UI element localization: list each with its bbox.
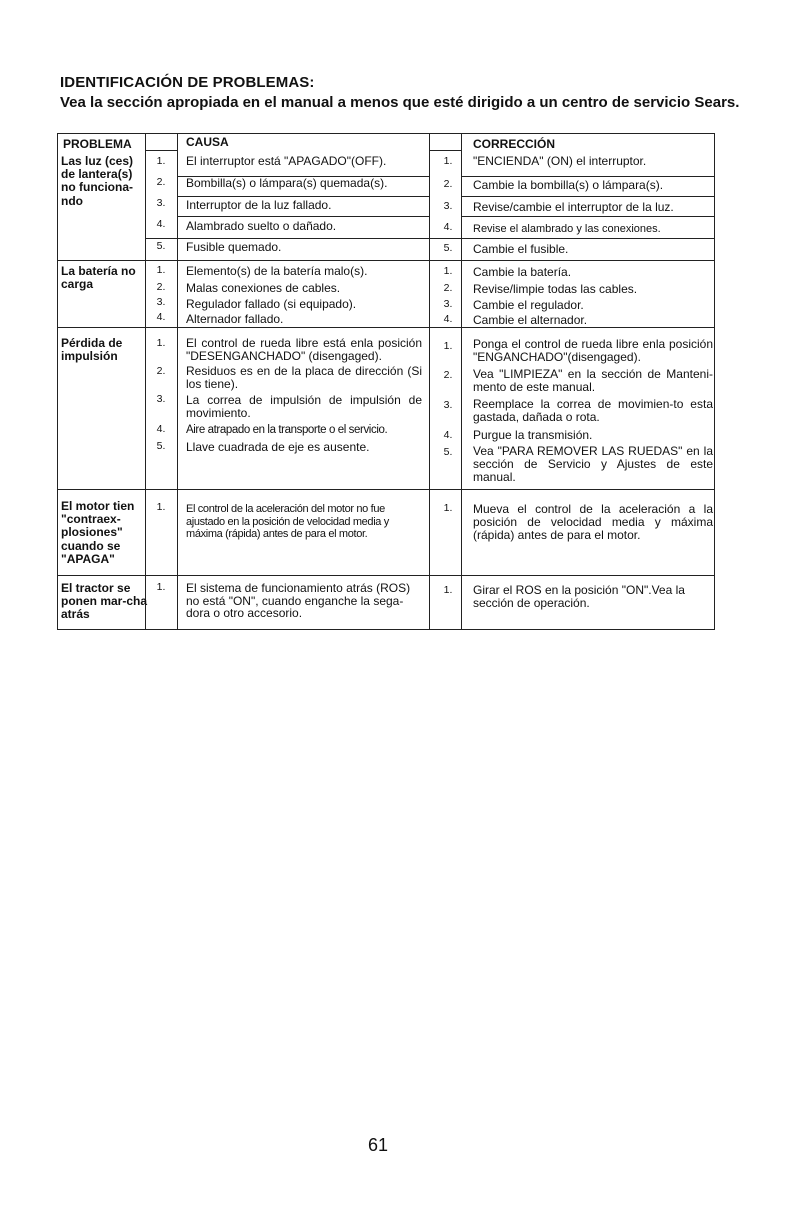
correction-number: 2. [443,369,453,381]
column-divider [429,134,430,629]
item-divider [461,216,715,217]
page-number: 61 [368,1135,389,1155]
cause-text: Interruptor de la luz fallado. [186,198,332,212]
correction-number: 1. [443,155,453,167]
cause-text: Residuos es en de la placa de dirección (Si los tiene). [186,364,422,391]
cause-number: 4. [156,423,166,435]
cause-number: 2. [156,281,166,293]
correction-text: Revise/limpie todas las cables. [473,282,638,296]
correction-number: 1. [443,584,453,596]
correction-number: 4. [443,429,453,441]
problem-battery: La batería no carga [61,264,136,292]
cause-text: El control de rueda libre está enla posición "DESENGANCHADO" (disengaged). [186,336,422,363]
correction-text: Revise/cambie el interruptor de la luz. [473,200,674,214]
row-divider [58,327,714,328]
cause-number: 2. [156,365,166,377]
section-title: IDENTIFICACIÓN DE PROBLEMAS: [60,74,315,91]
cause-text: El control de la aceleración del motor no fue ajustado en la posición de velocidad media y máxima (rápida) antes de para el motor. [186,503,389,540]
cause-number: 1. [156,155,166,167]
header-problem: PROBLEMA [63,137,132,151]
item-divider [145,238,178,239]
cause-number: 1. [156,581,166,593]
correction-number: 1. [443,340,453,352]
cause-number: 3. [156,197,166,209]
item-divider [177,238,430,239]
cause-number: 1. [156,337,166,349]
cause-text: Alambrado suelto o dañado. [186,219,337,233]
correction-text: Mueva el control de la aceleración a la posición de velocidad media y máxima (rápida) antes de para el motor. [473,502,713,542]
correction-number: 3. [443,399,453,411]
cause-number: 1. [156,264,166,276]
cause-number: 1. [156,501,166,513]
item-divider [461,196,715,197]
correction-number: 2. [443,178,453,190]
cause-number: 3. [156,296,166,308]
cause-text: El interruptor está "APAGADO"(OFF). [186,154,387,168]
cause-text: Regulador fallado (si equipado). [186,297,357,311]
correction-text: Ponga el control de rueda libre enla posición "ENGANCHADO"(disengaged). [473,337,713,364]
cause-number: 5. [156,440,166,452]
troubleshooting-table [57,133,715,630]
correction-text: Cambie el regulador. [473,298,584,312]
cause-text: Llave cuadrada de eje es ausente. [186,440,370,454]
correction-text: Cambie el alternador. [473,313,588,327]
correction-number: 2. [443,282,453,294]
correction-text: Cambie la bombilla(s) o lámpara(s). [473,178,664,192]
row-divider [58,260,714,261]
cause-number: 5. [156,240,166,252]
cause-text: Elemento(s) de la batería malo(s). [186,264,368,278]
header-cause: CAUSA [186,135,229,149]
correction-text: Purgue la transmisión. [473,428,593,442]
problem-reverse: El tractor se ponen mar-cha atrás [61,581,148,622]
item-divider [461,176,715,177]
cause-number: 4. [156,311,166,323]
cause-number: 3. [156,393,166,405]
problem-backfire: El motor tien "contraex-plosiones" cuando se "APAGA" [61,499,135,566]
cause-text: Malas conexiones de cables. [186,281,341,295]
item-divider [461,238,715,239]
item-divider [429,150,462,151]
item-divider [429,238,462,239]
row-divider [58,575,714,576]
item-divider [145,150,178,151]
cause-number: 2. [156,176,166,188]
cause-text: Bombilla(s) o lámpara(s) quemada(s). [186,176,388,190]
correction-text: "ENCIENDA" (ON) el interruptor. [473,154,647,168]
correction-number: 1. [443,265,453,277]
correction-number: 4. [443,313,453,325]
correction-text: Revise el alambrado y las conexiones. [473,223,661,235]
correction-text: Cambie la batería. [473,265,572,279]
correction-number: 3. [443,200,453,212]
cause-text: La correa de impulsión de impulsión de movimiento. [186,393,422,420]
cause-text: Fusible quemado. [186,240,282,254]
column-divider [177,134,178,629]
correction-number: 3. [443,298,453,310]
item-divider [177,216,430,217]
cause-text: Aire atrapado en la transporte o el servicio. [186,424,388,436]
correction-text: Cambie el fusible. [473,242,569,256]
problem-lights: Las luz (ces) de lantera(s) no funciona-ndo [61,154,134,208]
cause-text: El sistema de funcionamiento atrás (ROS) no está "ON", cuando enganche la sega-dora o otro accesorio. [186,581,411,621]
correction-text: Reemplace la correa de movimien-to esta gastada, dañada o rota. [473,397,713,424]
correction-text: Girar el ROS en la posición "ON".Vea la sección de operación. [473,583,685,610]
correction-text: Vea "LIMPIEZA" en la sección de Manteni-mento de este manual. [473,367,713,394]
correction-number: 4. [443,221,453,233]
cause-text: Alternador fallado. [186,312,284,326]
cause-number: 4. [156,218,166,230]
correction-text: Vea "PARA REMOVER LAS RUEDAS" en la sección de Servicio y Ajustes de este manual. [473,444,713,484]
header-correction: CORRECCIÓN [473,137,556,151]
item-divider [177,196,430,197]
row-divider [58,489,714,490]
section-subtitle: Vea la sección apropiada en el manual a menos que esté dirigido a un centro de servicio Sears. [60,94,740,111]
correction-number: 5. [443,446,453,458]
correction-number: 5. [443,242,453,254]
problem-drive-loss: Pérdida de impulsión [61,336,123,364]
correction-number: 1. [443,502,453,514]
